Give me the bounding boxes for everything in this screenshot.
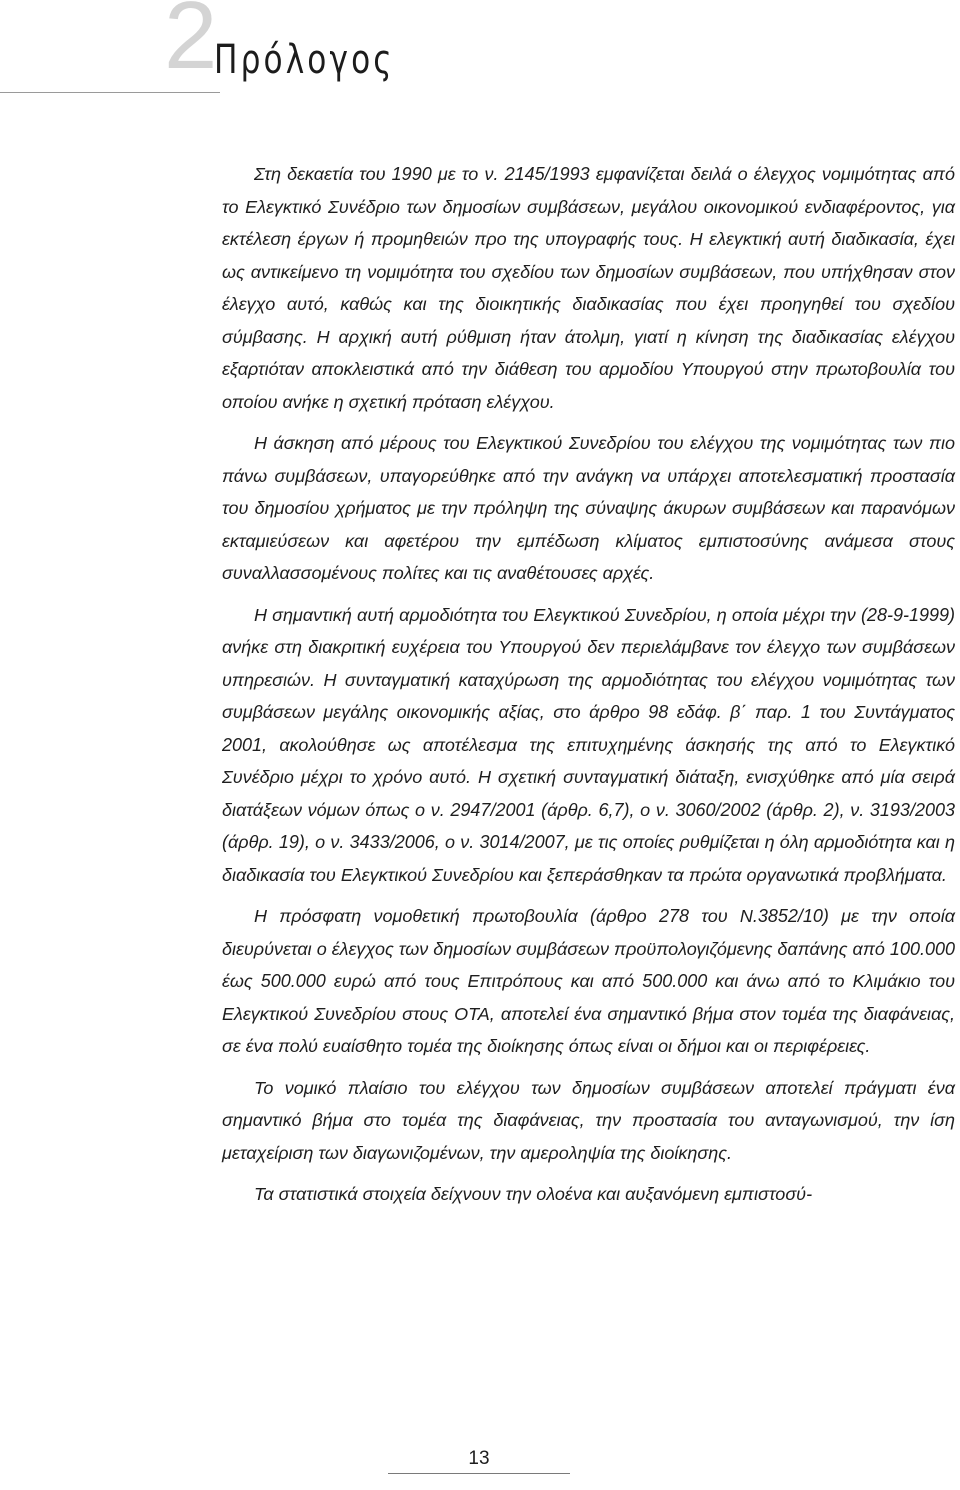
footer-rule <box>388 1473 570 1474</box>
page-number: 13 <box>468 1448 490 1469</box>
header-rule <box>0 92 220 93</box>
chapter-number: 2 <box>164 0 216 89</box>
paragraph: Το νομικό πλαίσιο του ελέγχου των δημοσίων συμβάσεων αποτελεί πράγματι ένα σημαντικό βήμα στο τομέα της διαφάνειας, την προστασία του ανταγωνισμού, την ίση μεταχείριση των διαγωνιζομένων, την αμεροληψία της διοίκησης. <box>222 1077 955 1163</box>
paragraph: Στη δεκαετία του 1990 με το ν. 2145/1993 εμφανίζεται δειλά ο έλεγχος νομιμότητας από το Ελεγκτικό Συνέδριο των δημοσίων συμβάσεων, μεγάλου οικονομικού ενδιαφέροντος, για εκτέλεση έργων ή προμηθειών προ της υπογραφής τους. Η ελεγκτική αυτή διαδικασία, έχει ως αντικείμενο τη νομιμότητα του σχεδίου των δημοσίων συμβάσεων, που υπήχθησαν στον έλεγχο αυτό, καθώς και της διοικητικής διαδικασίας που έχει προηγηθεί του σχεδίου σύμβασης. Η αρχική αυτή ρύθμιση ήταν άτολμη, γιατί η κίνηση της διαδικασίας ελέγχου εξαρτιόταν αποκλειστικά από την διάθεση του αρμοδίου Υπουργού στην πρωτοβουλία του οποίου ανήκε η σχετική πρόταση ελέγχου. <box>222 164 955 412</box>
paragraph: Τα στατιστικά στοιχεία δείχνουν την ολοένα και αυξανόμενη εμπιστοσύ- <box>254 1184 813 1204</box>
body-text <box>222 158 955 1220</box>
chapter-title: Πρόλογος <box>214 37 395 83</box>
paragraph: Η σημαντική αυτή αρμοδιότητα του Ελεγκτικού Συνεδρίου, η οποία μέχρι την (28-9-1999) ανήκε στη διακριτική ευχέρεια του Υπουργού δεν περιελάμβανε τον έλεγχο των συμβάσεων υπηρεσιών. Η συνταγματική καταχύρωση της αρμοδιότητας του ελέγχου νομιμότητας των συμβάσεων μεγάλης οικονομικής αξίας, στο άρθρο 98 εδάφ. β΄ παρ. 1 του Συντάγματος 2001, ακολούθησε ως αποτέλεσμα της επιτυχημένης άσκησής της από το Ελεγκτικό Συνέδριο μέχρι το χρόνο αυτό. Η σχετική συνταγματική διάταξη, ενισχύθηκε από μία σειρά διατάξεων νόμων όπως ο ν. 2947/2001 (άρθρ. 6,7), ο ν. 3060/2002 (άρθρ. 2), ν. 3193/2003 (άρθρ. 19), ο ν. 3433/2006, ο ν. 3014/2007, με τις οποίες ρυθμίζεται η όλη αρμοδιότητα και η διαδικασία του Ελεγκτικού Συνεδρίου και ξεπεράσθηκαν τα πρώτα οργανωτικά προβλήματα. <box>222 604 955 885</box>
chapter-header <box>0 0 960 110</box>
paragraph: Η πρόσφατη νομοθετική πρωτοβουλία (άρθρο 278 του Ν.3852/10) με την οποία διευρύνεται ο έλεγχος των δημοσίων συμβάσεων προϋπολογιζόμενης δαπάνης από 100.000 έως 500.000 ευρώ από τους Επιτρόπους και από 500.000 και άνω από το Κλιμάκιο του Ελεγκτικού Συνεδρίου στους ΟΤΑ, αποτελεί ένα σημαντικό βήμα στον τομέα της διαφάνειας, σε ένα πολύ ευαίσθητο τομέα της διοίκησης όπως είναι οι δήμοι και οι περιφέρειες. <box>222 906 955 1056</box>
page-footer <box>0 1430 960 1490</box>
paragraph: Η άσκηση από μέρους του Ελεγκτικού Συνεδρίου του ελέγχου της νομιμότητας των πιο πάνω συμβάσεων, υπαγορεύθηκε από την ανάγκη να υπάρχει αποτελεσματική προστασία του δημοσίου χρήματος με την πρόληψη της σύναψης άκυρων συμβάσεων και παρανόμων εκταμιεύσεων και αφετέρου την εμπέδωση κλίματος εμπιστοσύνης ανάμεσα στους συναλλασσομένους πολίτες και τις αναθέτουσες αρχές. <box>222 433 955 583</box>
